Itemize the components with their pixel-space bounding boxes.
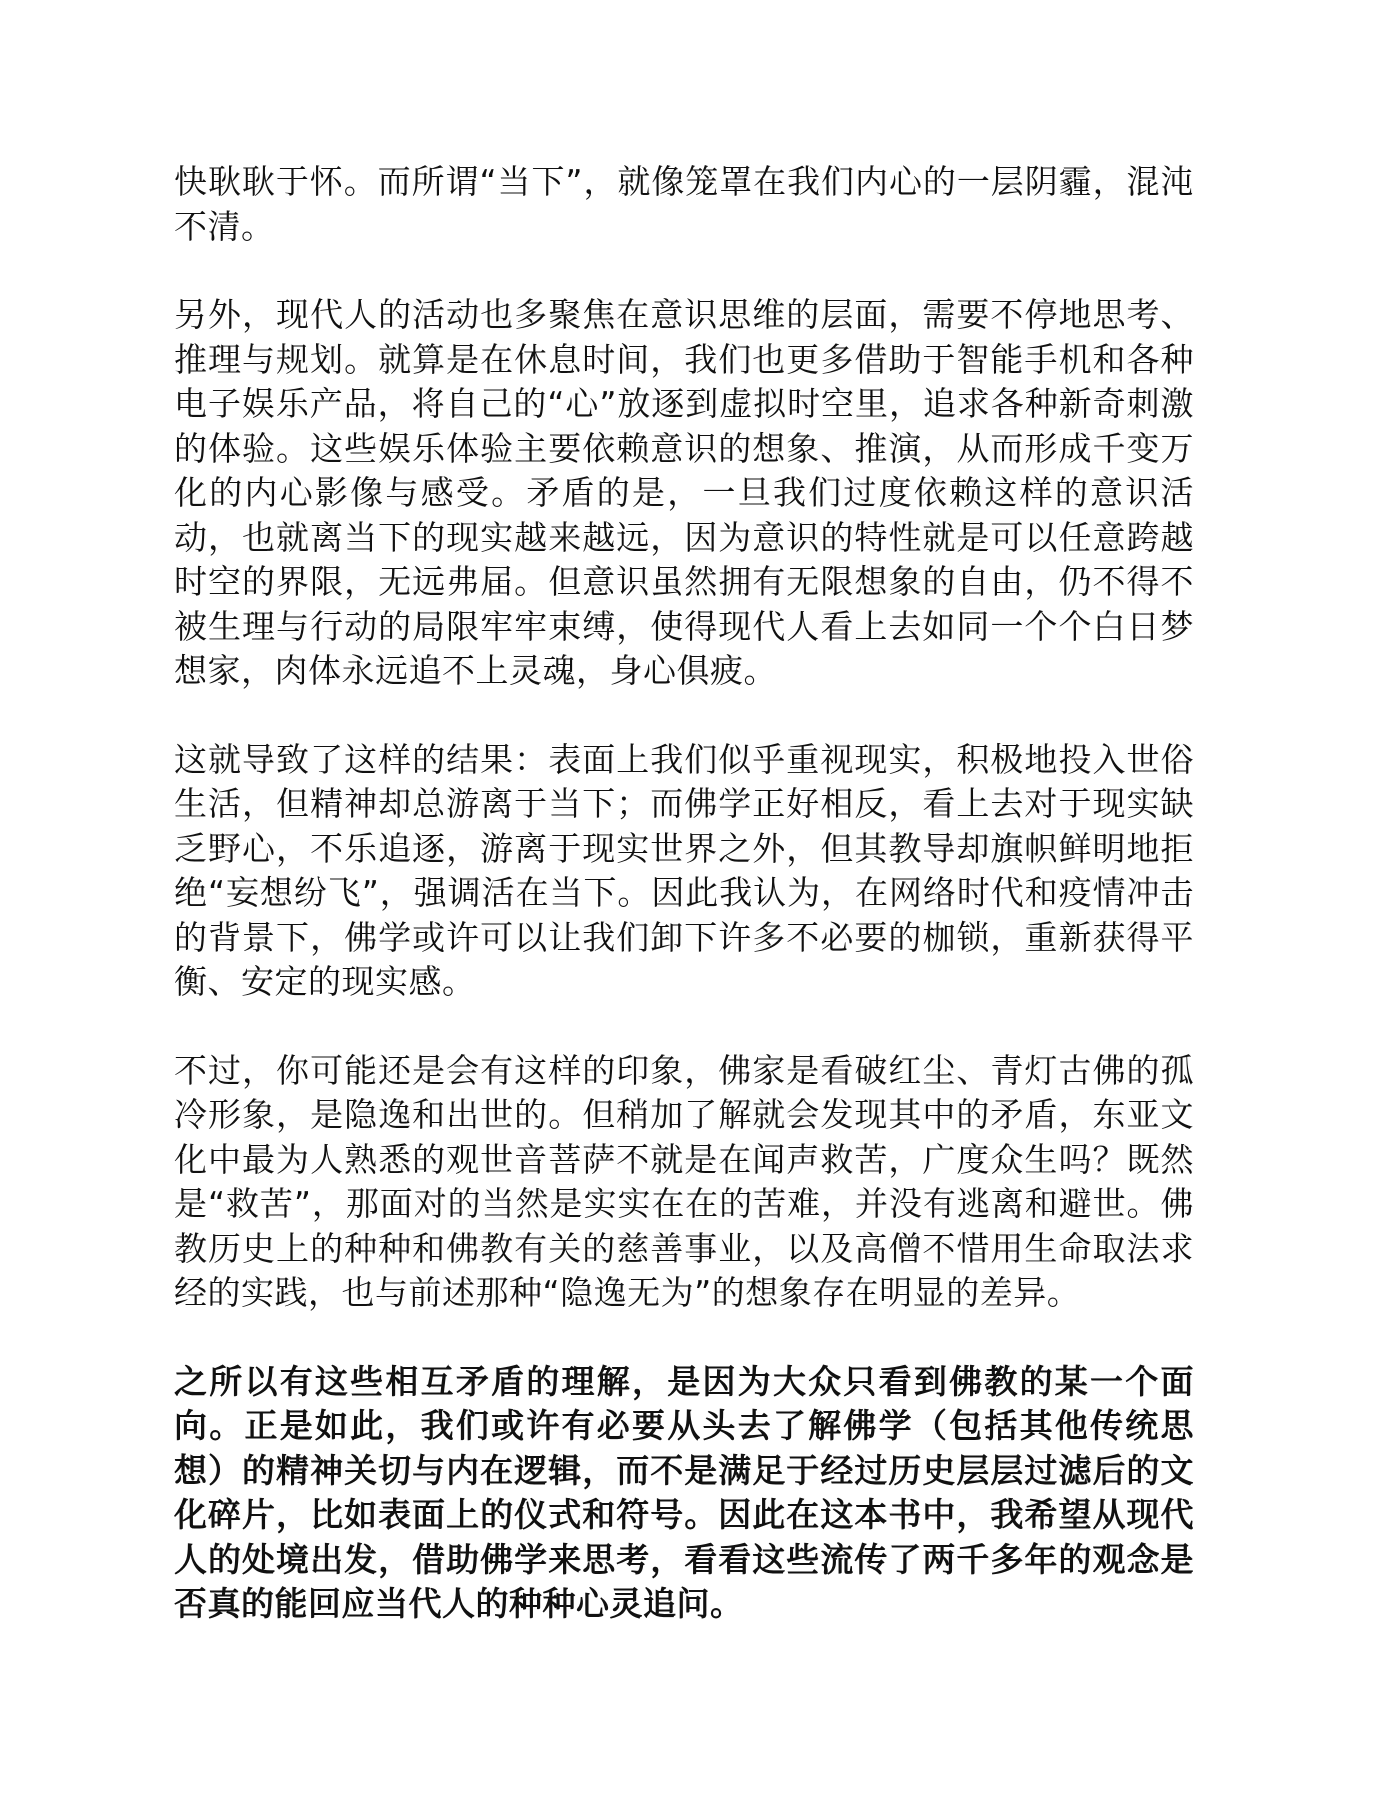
paragraph-5-bold: 之所以有这些相互矛盾的理解，是因为大众只看到佛教的某一个面向。正是如此，我们或许有必要从头去了解佛学（包括其他传统思想）的精神关切与内在逻辑，而不是满足于经过历史层层过滤后的文化碎片，比如表面上的仪式和符号。因此在这本书中，我希望从现代人的处境出发，借助佛学来思考，看看这些流传了两千多年的观念是否真的能回应当代人的种种心灵追问。 (174, 1361, 1194, 1623)
paragraph-3: 这就导致了这样的结果：表面上我们似乎重视现实，积极地投入世俗生活，但精神却总游离于当下；而佛学正好相反，看上去对于现实缺乏野心，不乐追逐，游离于现实世界之外，但其教导却旗帜鲜明地拒绝“妄想纷飞”，强调活在当下。因此我认为，在网络时代和疫情冲击的背景下，佛学或许可以让我们卸下许多不必要的枷锁，重新获得平衡、安定的现实感。 (174, 739, 1194, 1001)
paragraph-4: 不过，你可能还是会有这样的印象，佛家是看破红尘、青灯古佛的孤冷形象，是隐逸和出世的。但稍加了解就会发现其中的矛盾，东亚文化中最为人熟悉的观世音菩萨不就是在闻声救苦，广度众生吗？既然是“救苦”，那面对的当然是实实在在的苦难，并没有逃离和避世。佛教历史上的种种和佛教有关的慈善事业，以及高僧不惜用生命取法求经的实践，也与前述那种“隐逸无为”的想象存在明显的差异。 (174, 1050, 1194, 1312)
paragraph-2: 另外，现代人的活动也多聚焦在意识思维的层面，需要不停地思考、推理与规划。就算是在休息时间，我们也更多借助于智能手机和各种电子娱乐产品，将自己的“心”放逐到虚拟时空里，追求各种新奇刺激的体验。这些娱乐体验主要依赖意识的想象、推演，从而形成千变万化的内心影像与感受。矛盾的是，一旦我们过度依赖这样的意识活动，也就离当下的现实越来越远，因为意识的特性就是可以任意跨越时空的界限，无远弗届。但意识虽然拥有无限想象的自由，仍不得不被生理与行动的局限牢牢束缚，使得现代人看上去如同一个个白日梦想家，肉体永远追不上灵魂，身心俱疲。 (174, 295, 1194, 690)
document-page (174, 160, 1194, 1671)
paragraph-1: 快耿耿于怀。而所谓“当下”，就像笼罩在我们内心的一层阴霾，混沌不清。 (174, 162, 1194, 246)
